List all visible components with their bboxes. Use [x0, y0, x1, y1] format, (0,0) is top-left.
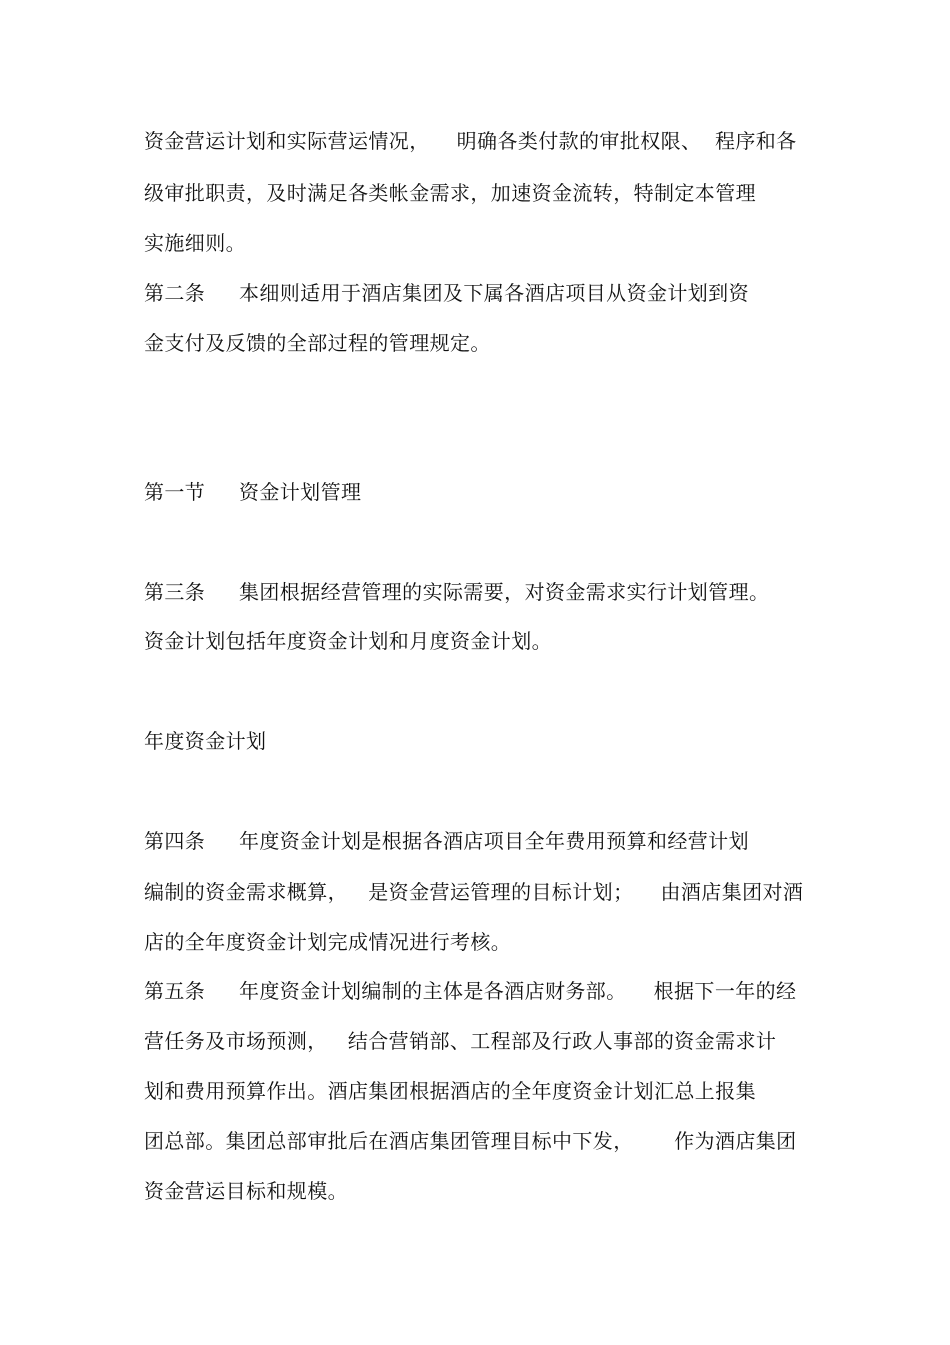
paragraph-line: 编制的资金需求概算， 是资金营运管理的目标计划； 由酒店集团对酒	[144, 880, 804, 904]
paragraph-line: 营任务及市场预测， 结合营销部、工程部及行政人事部的资金需求计	[144, 1029, 777, 1053]
paragraph-line: 店的全年度资金计划完成情况进行考核。	[144, 930, 512, 954]
paragraph-line: 金支付及反馈的全部过程的管理规定。	[144, 331, 491, 355]
paragraph-line: 团总部。集团总部审批后在酒店集团管理目标中下发， 作为酒店集团	[144, 1129, 797, 1153]
paragraph-line: 资金营运目标和规模。	[144, 1179, 348, 1203]
paragraph-line: 划和费用预算作出。酒店集团根据酒店的全年度资金计划汇总上报集	[144, 1079, 756, 1103]
section-heading: 第一节 资金计划管理	[144, 480, 362, 504]
paragraph-line: 实施细则。	[144, 231, 246, 255]
paragraph-line: 级审批职责，及时满足各类帐金需求，加速资金流转，特制定本管理	[144, 181, 756, 205]
article-5-line: 第五条 年度资金计划编制的主体是各酒店财务部。 根据下一年的经	[144, 979, 797, 1003]
article-3-line: 第三条 集团根据经营管理的实际需要，对资金需求实行计划管理。	[144, 580, 770, 604]
subsection-heading: 年度资金计划	[144, 729, 267, 753]
paragraph-line: 资金计划包括年度资金计划和月度资金计划。	[144, 629, 552, 653]
paragraph-line: 资金营运计划和实际营运情况， 明确各类付款的审批权限、 程序和各	[144, 129, 797, 153]
article-4-line: 第四条 年度资金计划是根据各酒店项目全年费用预算和经营计划	[144, 829, 749, 853]
article-2-line: 第二条 本细则适用于酒店集团及下属各酒店项目从资金计划到资	[144, 281, 749, 305]
